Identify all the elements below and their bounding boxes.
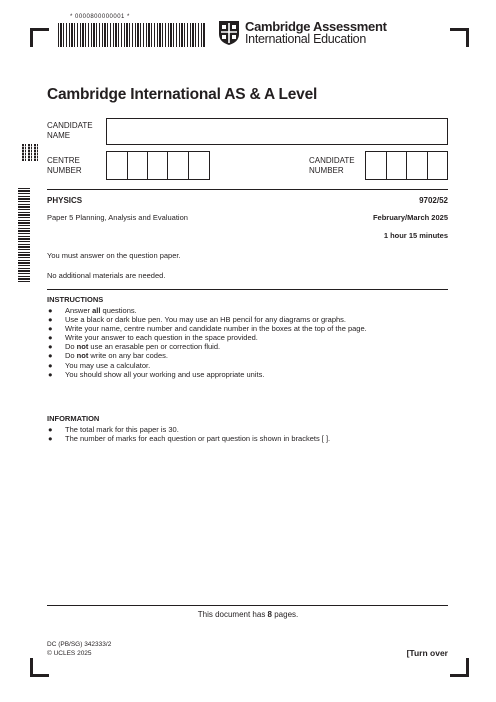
list-item [47,361,367,370]
bullet-icon: ● [48,360,53,370]
instruction-text: write on any bar codes. [88,351,168,361]
centre-number-cell[interactable] [168,152,189,179]
top-barcode [58,23,206,47]
divider-top [47,189,448,190]
centre-number-label-line1: CENTRE [47,156,80,165]
instruction-emphasis: all [92,306,101,315]
bullet-icon: ● [48,434,53,444]
instruction-text: Do [65,342,77,352]
bullet-icon: ● [48,306,53,315]
candidate-number-cell[interactable] [387,152,407,179]
crop-mark-bottom-left [30,658,49,677]
candidate-name-field[interactable] [106,118,448,145]
list-item [47,324,367,333]
crop-mark-bottom-right [450,658,469,677]
bullet-icon: ● [48,324,53,334]
logo-line-2: International Education [245,32,366,46]
list-item [47,425,330,434]
divider-footer [47,605,448,606]
turn-over: [Turn over [406,648,448,658]
exam-duration: 1 hour 15 minutes [383,231,448,240]
paper-title: Paper 5 Planning, Analysis and Evaluation [47,213,188,222]
side-barcode [18,188,30,282]
centre-number-cell[interactable] [107,152,128,179]
instruction-text: Write your name, centre number and candidate number in the boxes at the top of the page. [65,324,367,334]
instruction-text: questions. [100,306,137,315]
information-list [47,425,330,443]
bullet-icon: ● [48,369,53,379]
exam-session: February/March 2025 [372,213,448,222]
list-item [47,306,367,315]
candidate-number-cell[interactable] [366,152,387,179]
bullet-icon: ● [48,425,53,434]
crop-mark-top-right [450,28,469,47]
copyright: © UCLES 2025 [47,650,92,657]
bullet-icon: ● [48,315,53,325]
list-item [47,315,367,324]
paper-code: 9702/52 [419,196,448,205]
candidate-number-field[interactable] [365,151,448,180]
candidate-number-label-line1: CANDIDATE [309,156,355,165]
information-text: The number of marks for each question or part question is shown in brackets [ ]. [65,434,331,444]
candidate-name-label-line1: CANDIDATE [47,121,93,130]
page-count-text-end: pages. [272,610,299,619]
logo-line-1: Cambridge Assessment [245,19,387,34]
list-item [47,370,367,379]
instruction-text: Use a black or dark blue pen. You may use an HB pencil for any diagrams or graphs. [65,315,346,325]
qualification-title: Cambridge International AS & A Level [47,86,318,103]
instruction-text: Answer [65,306,93,315]
instruction-emphasis: not [76,342,89,352]
centre-number-cell[interactable] [128,152,148,179]
qr-code [22,144,39,161]
candidate-name-label [47,121,93,141]
centre-number-cell[interactable] [189,152,209,179]
instructions-heading: INSTRUCTIONS [47,295,104,304]
list-item [47,434,330,443]
centre-number-label-line2: NUMBER [47,166,82,175]
information-heading: INFORMATION [47,414,100,423]
page-count-number: 8 [267,610,272,619]
bullet-icon: ● [48,351,53,361]
divider-middle [47,289,448,290]
candidate-number-label-line2: NUMBER [309,166,344,175]
instruction-text: use an erasable pen or correction fluid. [88,342,221,352]
list-item [47,342,367,351]
information-text: The total mark for this paper is 30. [65,425,179,434]
instructions-list [47,306,367,379]
centre-number-cell[interactable] [148,152,168,179]
candidate-name-label-line2: NAME [47,131,71,140]
bullet-icon: ● [48,342,53,352]
candidate-number-label [309,156,355,176]
bullet-icon: ● [48,333,53,343]
subject-name: PHYSICS [47,196,83,205]
materials-note: No additional materials are needed. [47,271,166,280]
barcode-number: * 0000800000001 * [70,14,130,20]
crest-icon [218,20,240,46]
list-item [47,351,367,360]
answer-note: You must answer on the question paper. [47,251,181,260]
document-reference: DC (PB/SG) 342333/2 [47,641,112,648]
centre-number-label [47,156,82,176]
instruction-emphasis: not [76,351,89,361]
instruction-text: You should show all your working and use appropriate units. [65,369,265,379]
centre-number-field[interactable] [106,151,210,180]
cambridge-logo [218,20,387,46]
instruction-text: You may use a calculator. [65,360,151,370]
candidate-number-cell[interactable] [428,152,447,179]
list-item [47,333,367,342]
instruction-text: Write your answer to each question in the space provided. [65,333,258,343]
crop-mark-top-left [30,28,49,47]
page-count [0,610,496,619]
candidate-number-cell[interactable] [407,152,428,179]
page-count-text: This document has [197,610,268,619]
instruction-text: Do [65,351,77,361]
